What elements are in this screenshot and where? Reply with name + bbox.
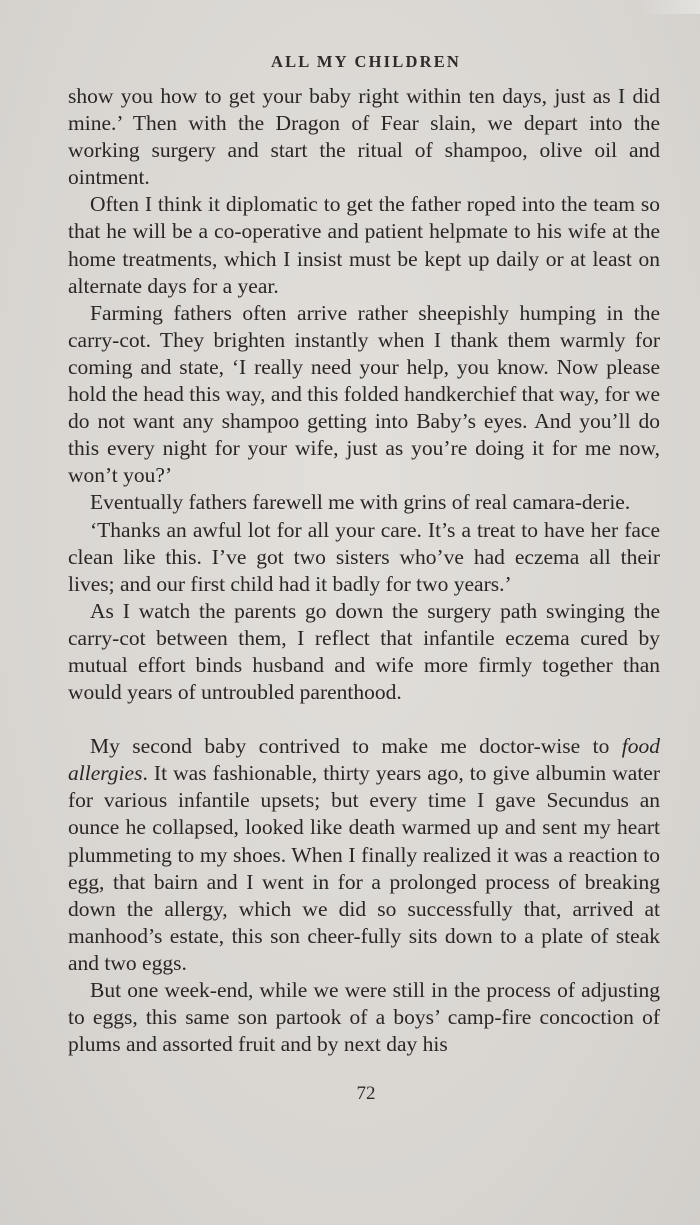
page-number: 72 <box>356 1083 376 1104</box>
paragraph-2: Often I think it diplomatic to get the father roped into the team so that he will be a co-operative and patient helpmate to his wife at the home treatments, which I insist must be kept up daily or at least on alternate days for a year. <box>68 192 660 298</box>
body-text <box>68 83 660 1058</box>
paragraph-7-italic-term: food allergies <box>68 734 660 786</box>
running-head: ALL MY CHILDREN <box>270 52 462 71</box>
paragraph-6: As I watch the parents go down the surgery path swinging the carry-cot between them, I reflect that infantile eczema cured by mutual effort binds husband and wife more firmly together than would years of untroubled parenthood. <box>68 598 660 705</box>
paragraph-7-end: . It was fashionable, thirty years ago, to give albumin water for various infantile upsets; but every time I gave Secundus an ounce he collapsed, looked like death warmed up and sent my heart plummeting to my shoes. When I finally realized it was a reaction to egg, that bairn and I went in for a prolonged process of breaking down the allergy, which we did so successfully that, arrived at manhood’s estate, this son cheer-fully sits down to a plate of steak and two eggs. <box>68 761 660 975</box>
paragraph-3: Farming fathers often arrive rather sheepishly humping in the carry-cot. They brighten instantly when I thank them warmly for coming and state, ‘I really need your help, you know. Now please hold the head this way, and this folded handkerchief that way, for we do not want any shampoo getting into Baby’s eyes. And you’ll do this every night for your wife, just as you’re doing it for me now, won’t you?’ <box>68 300 660 488</box>
page-corner-stain <box>640 0 700 14</box>
paragraph-7 <box>68 733 660 977</box>
paragraph-8: But one week-end, while we were still in the process of adjusting to eggs, this same son partook of a boys’ camp-fire concoction of plums and assorted fruit and by next day his <box>68 978 660 1057</box>
paragraph-4: Eventually fathers farewell me with grins of real camara-derie. <box>90 490 631 515</box>
paragraph-5: ‘Thanks an awful lot for all your care. It’s a treat to have her face clean like this. I’ve got two sisters who’ve had eczema all their lives; and our first child had it badly for two years.’ <box>68 517 660 596</box>
paragraph-7-start: My second baby contrived to make me doctor-wise to <box>90 734 622 759</box>
section-break <box>68 706 660 733</box>
paragraph-1: show you how to get your baby right within ten days, just as I did mine.’ Then with the Dragon of Fear slain, we depart into the working surgery and start the ritual of shampoo, olive oil and ointment. <box>68 84 660 190</box>
